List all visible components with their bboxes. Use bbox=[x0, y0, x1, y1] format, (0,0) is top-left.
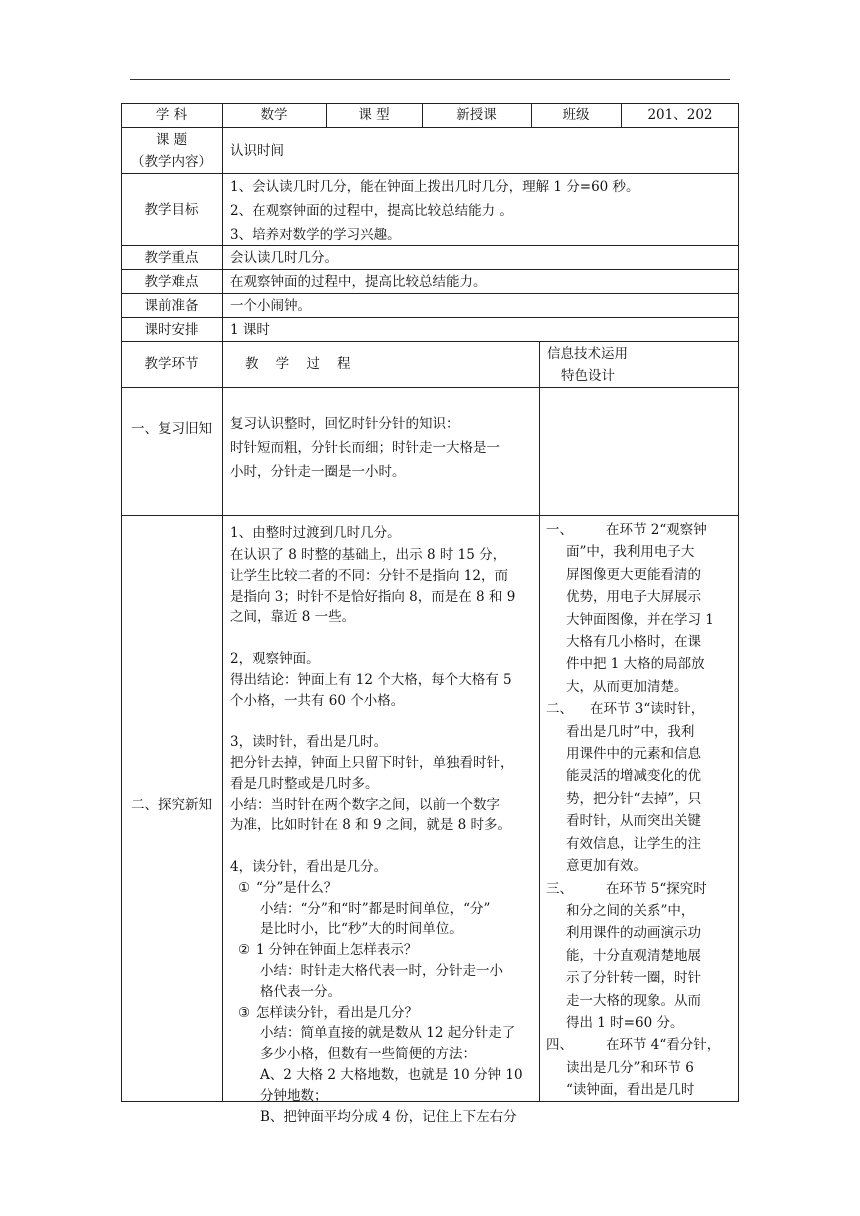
process-line bbox=[230, 628, 536, 649]
sub-line: 小结：时针走大格代表一时，分针走一小 bbox=[260, 962, 503, 979]
tech-line: 得出 1 时=60 分。 bbox=[566, 1014, 684, 1031]
process-line: 看是几时整或是几时多。 bbox=[230, 775, 379, 792]
tech-line: 在环节 4“看分针， bbox=[606, 1037, 721, 1054]
tech-line: 能，十分直观清楚地展 bbox=[566, 947, 701, 964]
sub-item-number: ③ bbox=[238, 1004, 251, 1021]
tech-line: 屏图像更大更能看清的 bbox=[566, 566, 701, 583]
tech-line: 大，从而更加清楚。 bbox=[566, 678, 688, 695]
subject-label: 学 科 bbox=[155, 107, 188, 123]
tech-item-4 bbox=[546, 1034, 736, 1101]
process-col-tech bbox=[547, 343, 628, 387]
review-content bbox=[230, 412, 535, 484]
tech-line: 用课件中的元素和信息 bbox=[566, 746, 701, 763]
process-line: 之间，靠近 8 一些。 bbox=[230, 609, 356, 626]
process-line bbox=[230, 711, 536, 732]
sub-line: 小结：简单直接的就是数从 12 起分针走了 bbox=[260, 1025, 516, 1042]
process-col-process: 教 学 过 程 bbox=[245, 356, 351, 372]
sub-line: 多少小格，但数有一些简便的方法： bbox=[260, 1046, 476, 1063]
topic-value: 认识时间 bbox=[230, 143, 284, 159]
process-line: 小结：当时针在两个数字之间，以前一个数字 bbox=[230, 796, 500, 813]
sub-line: B、把钟面平均分成 4 份，记住上下左右分 bbox=[260, 1108, 517, 1125]
tech-line: 有效信息，让学生的注 bbox=[566, 835, 701, 852]
schedule-label: 课时安排 bbox=[144, 322, 199, 338]
schedule-value: 1 课时 bbox=[230, 322, 270, 338]
type-label: 课 型 bbox=[358, 107, 390, 123]
process-line: 是指向 3；时针不是恰好指向 8，而是在 8 和 9 bbox=[230, 588, 516, 605]
tech-line: 读出是几分”和环节 6 bbox=[566, 1059, 694, 1076]
tech-line: “读钟面，看出是几时 bbox=[566, 1082, 695, 1099]
tech-item-2 bbox=[546, 698, 736, 877]
process-line: 让学生比较二者的不同：分针不是指向 12，而 bbox=[230, 567, 508, 584]
review-line: 时针短而粗，分针长而细；时针走一大格是一 bbox=[230, 440, 500, 456]
key-point-value: 会认读几时几分。 bbox=[230, 250, 338, 266]
process-col-stage: 教学环节 bbox=[144, 356, 199, 372]
goals-label: 教学目标 bbox=[144, 202, 199, 218]
type-value: 新授课 bbox=[456, 107, 497, 123]
tech-line: 在环节 3“读时针， bbox=[590, 701, 705, 718]
difficulty-label: 教学难点 bbox=[144, 274, 199, 290]
tech-line: 大格有几小格时，在课 bbox=[566, 634, 701, 651]
tech-line: 势，把分针“去掉”，只 bbox=[566, 790, 702, 807]
process-line bbox=[230, 836, 536, 857]
prep-label: 课前准备 bbox=[144, 298, 199, 314]
tech-line: 在环节 5“探究时 bbox=[606, 880, 707, 897]
topic-label-line-1: 课 题 bbox=[155, 132, 188, 148]
sub-line: 分钟地数； bbox=[260, 1087, 328, 1104]
sub-item-1 bbox=[230, 878, 536, 940]
tech-line: 和分之间的关系”中， bbox=[566, 902, 695, 919]
process-line: 个小格，一共有 60 个小格。 bbox=[230, 692, 405, 709]
tech-line: 走一大格的现象。从而 bbox=[566, 992, 701, 1009]
tech-line: 能灵活的增减变化的优 bbox=[566, 768, 701, 785]
tech-line: 优势，用电子大屏展示 bbox=[566, 589, 701, 606]
tech-line: 利用课件的动画演示功 bbox=[566, 925, 701, 942]
tech-line: 面”中，我利用电子大 bbox=[566, 544, 695, 561]
process-line: 3，读时针，看出是几时。 bbox=[230, 734, 388, 751]
process-line: 1、由整时过渡到几时几分。 bbox=[230, 525, 401, 541]
tech-line: 示了分针转一圈，时针 bbox=[566, 970, 701, 987]
goals-list bbox=[230, 175, 640, 247]
sub-line: A、2 大格 2 大格地数，也就是 10 分钟 10 bbox=[260, 1066, 523, 1083]
goal-item: 2、在观察钟面的过程中，提高比较总结能力 。 bbox=[230, 203, 513, 219]
topic-label bbox=[121, 129, 222, 173]
subject-value: 数学 bbox=[260, 107, 288, 123]
sub-line: 怎样读分针，看出是几分？ bbox=[256, 1004, 418, 1021]
review-line: 复习认识整时，回忆时针分针的知识： bbox=[230, 416, 460, 432]
tech-item-number: 四、 bbox=[546, 1037, 573, 1054]
sub-item-number: ② bbox=[238, 942, 251, 959]
process-line: 在认识了 8 时整的基础上，出示 8 时 15 分， bbox=[230, 547, 507, 563]
process-line: 得出结论：钟面上有 12 个大格，每个大格有 5 bbox=[230, 671, 512, 688]
tech-line: 在环节 2“观察钟 bbox=[606, 522, 707, 538]
sub-line: 1 分钟在钟面上怎样表示？ bbox=[256, 942, 418, 959]
review-label: 一、复习旧知 bbox=[131, 421, 212, 437]
sub-item-2 bbox=[230, 940, 536, 1002]
tech-line: 大钟面图像，并在学习 1 bbox=[566, 611, 714, 628]
explore-process bbox=[230, 521, 536, 1127]
sub-item-number: ① bbox=[238, 879, 251, 896]
sub-line: 是比时小，比“秒”大的时间单位。 bbox=[260, 921, 463, 938]
tech-header-line-2: 特色设计 bbox=[561, 368, 615, 384]
prep-value: 一个小闹钟。 bbox=[230, 298, 311, 314]
tech-item-1 bbox=[546, 519, 736, 698]
key-point-label: 教学重点 bbox=[144, 250, 199, 266]
process-line: 为准，比如时针在 8 和 9 之间，就是 8 时多。 bbox=[230, 817, 512, 834]
header-rule bbox=[130, 79, 730, 80]
tech-line: 件中把 1 大格的局部放 bbox=[566, 656, 705, 673]
process-line: 4，读分针，看出是几分。 bbox=[230, 858, 388, 875]
tech-header-line-1: 信息技术运用 bbox=[547, 346, 628, 362]
tech-line: 看出是几时”中，我利 bbox=[566, 723, 695, 740]
topic-label-line-2: （教学内容） bbox=[131, 154, 212, 170]
review-line: 小时，分针走一圈是一小时。 bbox=[230, 464, 406, 480]
tech-item-number: 一、 bbox=[546, 522, 573, 538]
goal-item: 1、会认读几时几分，能在钟面上拨出几时几分，理解 1 分=60 秒。 bbox=[230, 179, 640, 195]
tech-line: 看时针，从而突出关键 bbox=[566, 813, 701, 830]
sub-line: “分”是什么？ bbox=[256, 879, 338, 896]
tech-item-number: 三、 bbox=[546, 880, 573, 897]
tech-item-3 bbox=[546, 878, 736, 1035]
explore-tech bbox=[546, 519, 736, 1102]
class-label: 班级 bbox=[562, 107, 590, 123]
goal-item: 3、培养对数学的学习兴趣。 bbox=[230, 227, 401, 243]
difficulty-value: 在观察钟面的过程中，提高比较总结能力。 bbox=[230, 274, 487, 290]
sub-item-3 bbox=[230, 1003, 536, 1128]
process-line: 2，观察钟面。 bbox=[230, 650, 320, 667]
class-value: 201、202 bbox=[647, 107, 713, 123]
sub-line: 小结：“分”和“时”都是时间单位，“分” bbox=[260, 900, 491, 917]
process-line: 把分针去掉，钟面上只留下时针，单独看时针， bbox=[230, 754, 514, 771]
tech-item-number: 二、 bbox=[546, 701, 573, 718]
tech-line: 意更加有效。 bbox=[566, 858, 647, 875]
sub-line: 格代表一分。 bbox=[260, 983, 341, 1000]
explore-label: 二、探究新知 bbox=[131, 797, 212, 813]
